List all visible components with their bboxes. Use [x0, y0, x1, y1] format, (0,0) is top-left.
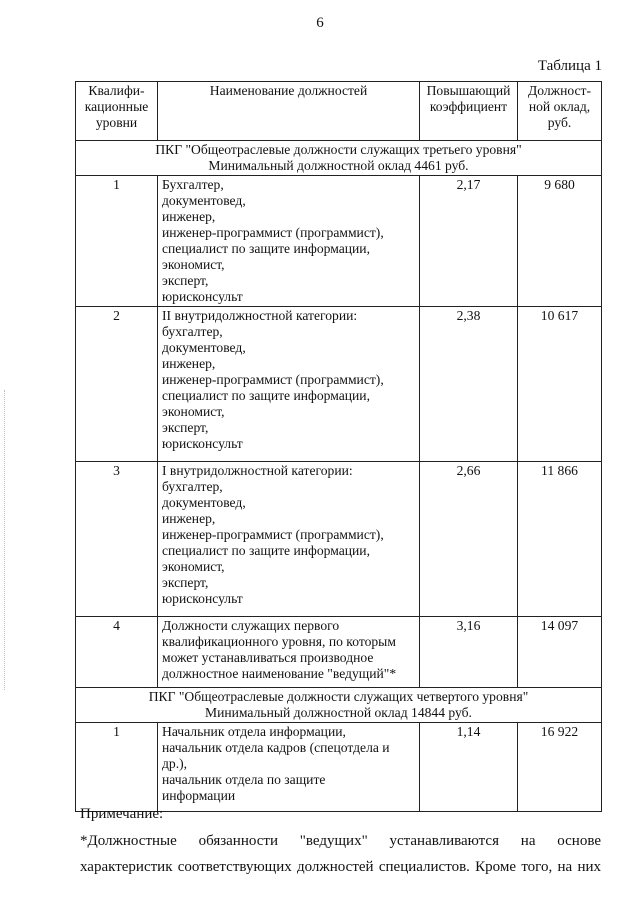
cell-level: 3 [76, 462, 158, 617]
position-name: инженер-программист (программист), [162, 527, 384, 542]
note-line-2: характеристик соответствующих должностей специалистов. Кроме того, на них [80, 859, 601, 875]
position-name: начальник отдела кадров (спецотдела и [162, 740, 390, 755]
group-header-cell [76, 141, 602, 176]
cell-coefficient: 2,66 [420, 462, 518, 617]
note-line-1: *Должностные обязанности "ведущих" устанавливаются на основе [80, 833, 601, 849]
position-name: бухгалтер, [162, 324, 223, 339]
cell-position-names [158, 462, 420, 617]
group-title: ПКГ "Общеотраслевые должности служащих третьего уровня" [155, 142, 522, 157]
header-salary: Должност-ной оклад, руб. [518, 82, 602, 141]
group-header-row [76, 141, 602, 176]
table-body [76, 141, 602, 812]
cell-level: 4 [76, 617, 158, 688]
position-name: бухгалтер, [162, 479, 223, 494]
position-name: инженер, [162, 511, 216, 526]
cell-coefficient: 3,16 [420, 617, 518, 688]
cell-salary: 16 922 [518, 723, 602, 812]
position-name: начальник отдела по защите [162, 772, 326, 787]
scan-edge-dots [4, 390, 6, 690]
table-row [76, 307, 602, 462]
cell-position-names [158, 176, 420, 307]
position-name: эксперт, [162, 575, 209, 590]
header-level: Квалифи-кационные уровни [76, 82, 158, 141]
position-name: экономист, [162, 559, 225, 574]
position-name: должностное наименование "ведущий"* [162, 666, 397, 681]
position-name: юрисконсульт [162, 436, 243, 451]
position-name: инженер, [162, 356, 216, 371]
cell-position-names [158, 723, 420, 812]
position-name: экономист, [162, 257, 225, 272]
table-row [76, 617, 602, 688]
table-row [76, 723, 602, 812]
position-name: инженер, [162, 209, 216, 224]
cell-salary: 9 680 [518, 176, 602, 307]
cell-salary: 11 866 [518, 462, 602, 617]
cell-salary: 10 617 [518, 307, 602, 462]
position-name: I внутридолжностной категории: [162, 463, 353, 478]
group-min-salary: Минимальный должностной оклад 14844 руб. [205, 705, 472, 720]
cell-salary: 14 097 [518, 617, 602, 688]
table-caption: Таблица 1 [537, 58, 602, 74]
position-name: может устанавливаться производное [162, 650, 374, 665]
header-names: Наименование должностей [158, 82, 420, 141]
cell-level: 1 [76, 723, 158, 812]
position-name: специалист по защите информации, [162, 543, 370, 558]
position-name: инженер-программист (программист), [162, 225, 384, 240]
position-name: документовед, [162, 340, 246, 355]
position-name: эксперт, [162, 273, 209, 288]
note-title: Примечание: [80, 806, 164, 822]
group-title: ПКГ "Общеотраслевые должности служащих четвертого уровня" [148, 689, 529, 704]
group-header-row [76, 688, 602, 723]
cell-coefficient: 2,38 [420, 307, 518, 462]
position-name: Начальник отдела информации, [162, 724, 346, 739]
position-name: II внутридолжностной категории: [162, 308, 358, 323]
position-name: экономист, [162, 404, 225, 419]
position-name: Должности служащих первого [162, 618, 340, 633]
position-name: информации [162, 788, 236, 803]
table-header-row [76, 82, 602, 141]
cell-position-names [158, 617, 420, 688]
group-min-salary: Минимальный должностной оклад 4461 руб. [208, 158, 469, 173]
cell-coefficient: 2,17 [420, 176, 518, 307]
position-name: специалист по защите информации, [162, 241, 370, 256]
position-name: специалист по защите информации, [162, 388, 370, 403]
cell-level: 2 [76, 307, 158, 462]
position-name: юрисконсульт [162, 591, 243, 606]
cell-position-names [158, 307, 420, 462]
position-name: инженер-программист (программист), [162, 372, 384, 387]
position-name: др.), [162, 756, 188, 771]
position-name: юрисконсульт [162, 289, 243, 304]
position-name: эксперт, [162, 420, 209, 435]
cell-coefficient: 1,14 [420, 723, 518, 812]
table-row [76, 176, 602, 307]
group-header-cell [76, 688, 602, 723]
cell-level: 1 [76, 176, 158, 307]
header-coef: Повышающий коэффициент [420, 82, 518, 141]
position-name: документовед, [162, 193, 246, 208]
position-name: квалификационного уровня, по которым [162, 634, 396, 649]
salary-table [75, 81, 602, 812]
position-name: Бухгалтер, [162, 177, 224, 192]
page-number: 6 [316, 15, 324, 31]
table-row [76, 462, 602, 617]
position-name: документовед, [162, 495, 246, 510]
